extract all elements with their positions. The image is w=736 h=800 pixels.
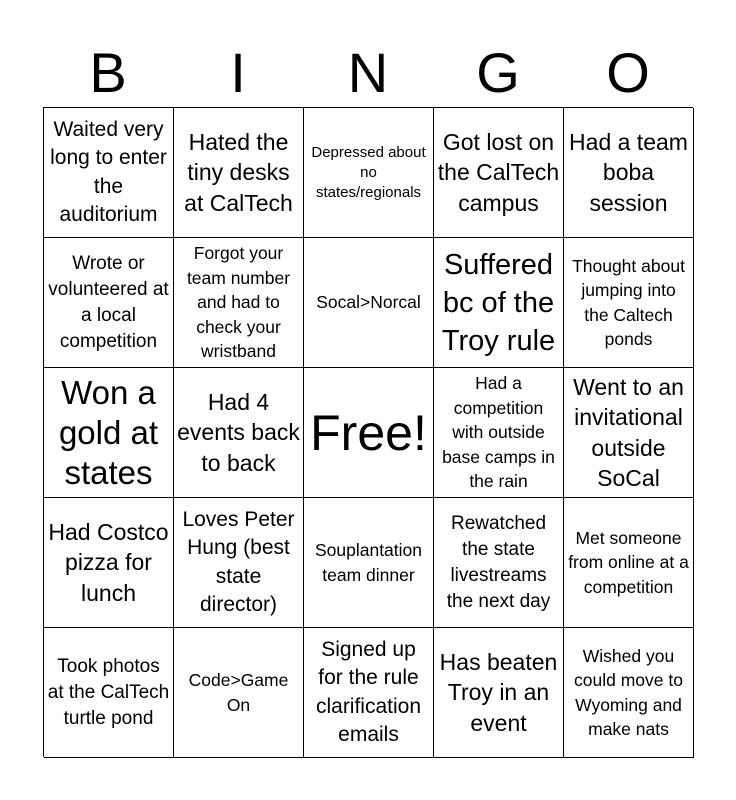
cell-label: Met someone from online at a competition <box>568 527 689 597</box>
bingo-cell-r3-c2[interactable] <box>174 368 304 498</box>
header-letter-g: G <box>476 41 520 104</box>
cell-label: Socal>Norcal <box>316 292 421 313</box>
cell-label: Got lost on the CalTech campus <box>437 128 560 216</box>
bingo-cell-r1-c2[interactable] <box>174 108 304 238</box>
cell-label: Code>Game On <box>188 670 289 715</box>
cell-label: Had a team boba session <box>569 128 688 216</box>
bingo-cell-r5-c2[interactable] <box>174 628 304 758</box>
bingo-cell-r2-c3[interactable] <box>304 238 434 368</box>
bingo-cell-r1-c3[interactable] <box>304 108 434 238</box>
cell-label: Thought about jumping into the Caltech ponds <box>572 255 685 349</box>
cell-label: Had 4 events back to back <box>177 388 300 476</box>
bingo-cell-r4-c5[interactable] <box>564 498 694 628</box>
cell-label: Had a competition with outside base camps in the rain <box>442 373 555 492</box>
bingo-cell-r2-c1[interactable] <box>44 238 174 368</box>
cell-label: Forgot your team number and had to check your wristband <box>186 243 291 362</box>
bingo-cell-r4-c1[interactable] <box>44 498 174 628</box>
cell-label: Took photos at the CalTech turtle pond <box>47 655 170 729</box>
bingo-cell-r4-c2[interactable] <box>174 498 304 628</box>
cell-label: Had Costco pizza for lunch <box>48 518 169 606</box>
bingo-cell-r5-c1[interactable] <box>44 628 174 758</box>
cell-label: Rewatched the state livestreams the next day <box>446 512 551 612</box>
cell-label: Waited very long to enter the auditorium <box>50 117 167 226</box>
cell-label: Souplantation team dinner <box>314 540 423 585</box>
header-letter-i: I <box>230 41 246 104</box>
bingo-cell-r5-c3[interactable] <box>304 628 434 758</box>
cell-label: Depressed about no states/regionals <box>311 143 426 201</box>
bingo-cell-r4-c3[interactable] <box>304 498 434 628</box>
bingo-header <box>43 38 693 108</box>
bingo-cell-r2-c4[interactable] <box>434 238 564 368</box>
cell-label: Loves Peter Hung (best state director) <box>182 507 295 616</box>
bingo-cell-r3-c1[interactable] <box>44 368 174 498</box>
bingo-cell-r3-c4[interactable] <box>434 368 564 498</box>
cell-label: Wished you could move to Wyoming and make nats <box>574 645 683 739</box>
bingo-cell-r2-c5[interactable] <box>564 238 694 368</box>
cell-label: Signed up for the rule clarification emails <box>315 637 422 746</box>
bingo-cell-r5-c5[interactable] <box>564 628 694 758</box>
cell-label: Suffered bc of the Troy rule <box>441 248 556 357</box>
bingo-cell-r3-c5[interactable] <box>564 368 694 498</box>
header-letter-o: O <box>606 41 650 104</box>
free-space-label: Free! <box>310 404 427 461</box>
header-letter-b: B <box>89 41 127 104</box>
bingo-free-space[interactable] <box>304 368 434 498</box>
cell-label: Went to an invitational outside SoCal <box>573 373 684 491</box>
bingo-cell-r4-c4[interactable] <box>434 498 564 628</box>
cell-label: Wrote or volunteered at a local competition <box>48 252 169 352</box>
cell-label: Hated the tiny desks at CalTech <box>184 128 293 216</box>
bingo-cell-r1-c5[interactable] <box>564 108 694 238</box>
cell-label: Won a gold at states <box>58 373 159 491</box>
bingo-cell-r1-c4[interactable] <box>434 108 564 238</box>
header-letter-n: N <box>347 41 389 104</box>
bingo-cell-r5-c4[interactable] <box>434 628 564 758</box>
cell-label: Has beaten Troy in an event <box>439 648 558 736</box>
bingo-cell-r2-c2[interactable] <box>174 238 304 368</box>
bingo-cell-r1-c1[interactable] <box>44 108 174 238</box>
bingo-board <box>43 107 693 757</box>
